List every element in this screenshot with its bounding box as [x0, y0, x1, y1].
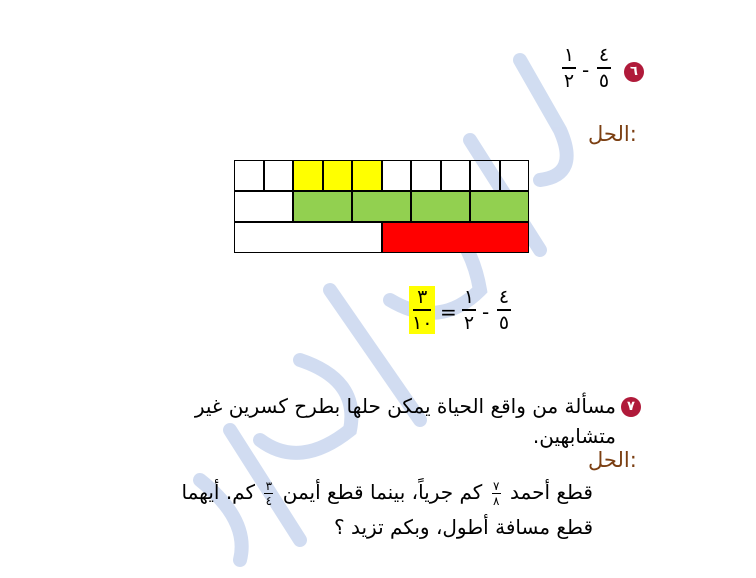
strip-cell [382, 222, 530, 253]
story-text-b: كم جرياً، بينما قطع أيمن [282, 480, 483, 504]
equals-operator: = [440, 300, 457, 324]
answer-fraction-b [462, 286, 476, 334]
fraction-bar [562, 67, 576, 69]
strip-cell [411, 191, 470, 222]
strip-cell [234, 222, 382, 253]
answer-result-fraction [409, 286, 435, 334]
strip-cell [323, 160, 353, 191]
problem-6-fraction-b [562, 44, 576, 92]
answer-fraction-a [497, 286, 511, 334]
strip-cell [234, 160, 264, 191]
fraction-bar [462, 309, 476, 311]
minus-operator: - [482, 300, 490, 324]
fraction-denominator: ١٠ [412, 312, 433, 334]
strip-cell [411, 160, 441, 191]
fraction-denominator: ٨ [492, 494, 500, 508]
fraction-numerator: ٤ [598, 44, 610, 66]
fraction-numerator: ٣ [265, 479, 273, 493]
strip-row-3 [234, 222, 529, 253]
strip-cell [500, 160, 530, 191]
fraction-denominator: ٢ [463, 312, 475, 334]
story-fraction-1 [492, 480, 501, 507]
solution-label-6: الحل: [588, 122, 637, 146]
strip-cell [441, 160, 471, 191]
story-fraction-2 [264, 480, 273, 507]
strip-row-2 [234, 191, 529, 222]
story-text-a: قطع أحمد [510, 480, 593, 504]
strip-cell [382, 160, 412, 191]
fraction-denominator: ٥ [498, 312, 510, 334]
problem-6-number-badge: ٦ [624, 62, 644, 82]
problem-7-text-line-2: متشابهين. [532, 424, 616, 448]
story-text-c: كم. أيهما [181, 480, 256, 504]
strip-cell [470, 191, 529, 222]
fraction-denominator: ٢ [563, 70, 575, 92]
minus-operator: - [582, 58, 590, 82]
strip-cell [293, 160, 323, 191]
strip-cell [234, 191, 293, 222]
fraction-bar [597, 67, 611, 69]
strip-cell [352, 191, 411, 222]
problem-7-number-badge: ٧ [621, 397, 641, 417]
strip-cell [470, 160, 500, 191]
strip-cell [352, 160, 382, 191]
problem-6-fraction-a [597, 44, 611, 92]
fraction-numerator: ١ [563, 44, 575, 66]
fraction-bar [413, 309, 431, 311]
fraction-numerator: ٣ [417, 286, 428, 308]
strip-cell [264, 160, 294, 191]
fraction-numerator: ١ [463, 286, 475, 308]
problem-7-story-line-1 [181, 480, 593, 507]
fraction-denominator: ٤ [265, 494, 273, 508]
fraction-numerator: ٧ [492, 479, 500, 493]
solution-label-7: الحل: [588, 448, 637, 472]
fraction-bar [497, 309, 511, 311]
strip-row-1 [234, 160, 529, 191]
fraction-numerator: ٤ [498, 286, 510, 308]
strip-cell [293, 191, 352, 222]
problem-7-text-line-1: مسألة من واقع الحياة يمكن حلها بطرح كسرين غير [194, 394, 616, 418]
problem-7-story-line-2: قطع مسافة أطول، وبكم تزيد ؟ [334, 515, 593, 539]
fraction-denominator: ٥ [598, 70, 610, 92]
